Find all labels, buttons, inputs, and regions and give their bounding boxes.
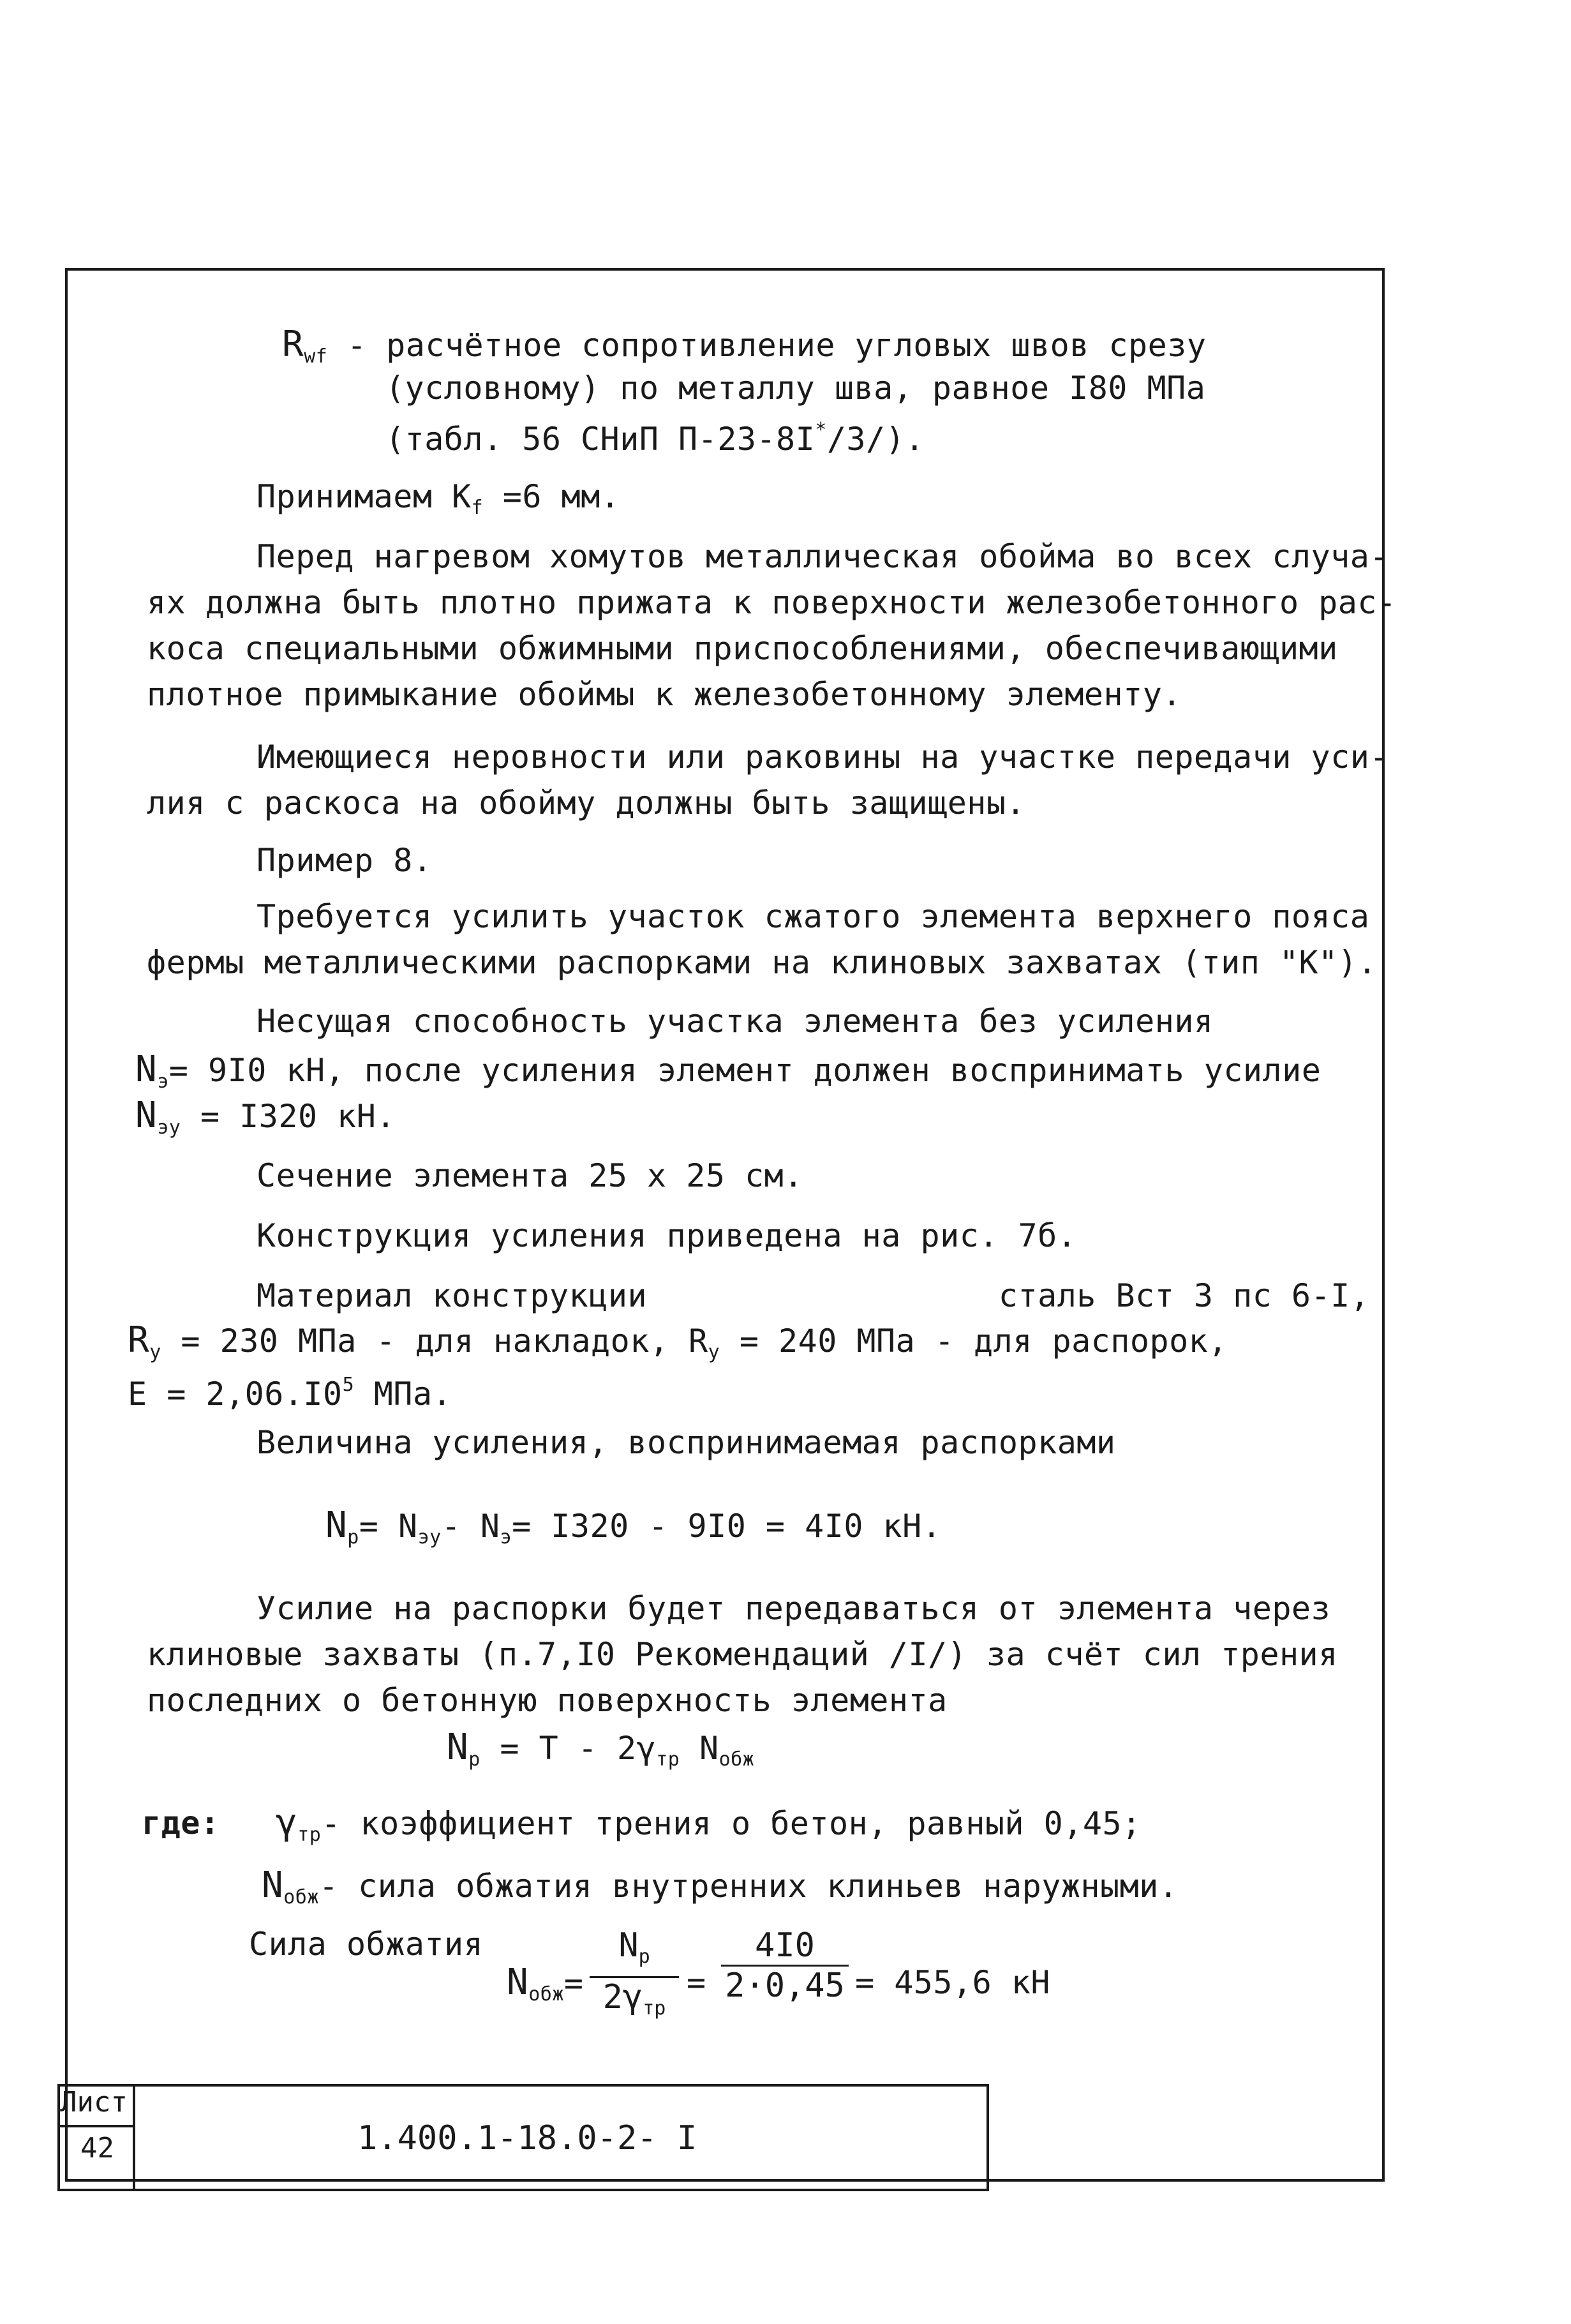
paragraph-transfer-2: клиновые захваты (п.7,I0 Рекомендаций /I/) за счёт сил трения xyxy=(147,1636,1338,1673)
paragraph-capacity-3: $N_{эу} = I320$ кН. xyxy=(135,1095,396,1139)
rwf-definition-line2: (условному) по металлу шва, равное I80 МПа xyxy=(385,370,1206,407)
fraction-410-over-090: $\frac{4I0}{2\cdot 0,45}$ xyxy=(721,1926,849,2005)
formula-compression-result: = 455,6 кН xyxy=(855,1964,1051,2001)
paragraph-heating-2: ях должна быть плотно прижата к поверхности железобетонного рас- xyxy=(147,584,1397,621)
formula-friction: $N_р = T - 2\gamma_{тр}$ $N_{обж}$ xyxy=(447,1727,755,1771)
paragraph-heating-4: плотное примыкание обоймы к железобетонному элементу. xyxy=(147,676,1182,713)
where-label: где: xyxy=(142,1804,220,1841)
material-line3: $E = 2,06.I0^5$ МПа. xyxy=(128,1374,452,1413)
paragraph-defects-2: лия с раскоса на обойму должны быть защищены. xyxy=(147,784,1026,821)
sheet-label: Лист xyxy=(60,2086,128,2118)
construction-ref: Конструкция усиления приведена на рис. 7б. xyxy=(257,1217,1077,1254)
paragraph-transfer-1: Усилие на распорки будет передаваться от элемента через xyxy=(257,1590,1331,1627)
sheet-cell-divider xyxy=(60,2125,135,2127)
rwf-definition-line1: $R_{wf}$ - расчётное сопротивление угловых швов срезу xyxy=(282,324,1207,368)
formula-compression-lhs: $N_{обж}=$ xyxy=(507,1961,584,2005)
formula-compression-eq: = xyxy=(687,1964,706,2001)
paragraph-heating-1: Перед нагревом хомутов металлическая обойма во всех случа- xyxy=(257,538,1389,575)
paragraph-capacity-2: $N_э= 9I0$ кН, после усиления элемент должен воспринимать усилие xyxy=(135,1049,1322,1093)
material-line2: $R_y = 230$ МПа - для накладок, $R_y = 240$ МПа - для распорок, xyxy=(128,1319,1228,1363)
reinforcement-value-text: Величина усиления, воспринимаемая распорками xyxy=(257,1424,1116,1461)
paragraph-transfer-3: последних о бетонную поверхность элемента xyxy=(147,1682,948,1719)
material-line1: Материал конструкции сталь Вст 3 пс 6-I, xyxy=(257,1277,1370,1314)
paragraph-defects-1: Имеющиеся неровности или раковины на участке передачи уси- xyxy=(257,738,1389,776)
section-size: Сечение элемента 25 x 25 см. xyxy=(257,1157,803,1194)
where-gamma: $\gamma_{тр}-$ коэффициент трения о бетон, равный 0,45; xyxy=(276,1802,1142,1846)
paragraph-capacity-1: Несущая способность участка элемента без усиления xyxy=(257,1003,1214,1040)
accept-kf: Принимаем $K_f =6$ мм. xyxy=(257,478,620,519)
sheet-number: 42 xyxy=(80,2132,114,2164)
paragraph-task-1: Требуется усилить участок сжатого элемента верхнего пояса xyxy=(257,898,1370,935)
fraction-np-over-2gamma: $N_р$ $2\gamma_{тр}$ xyxy=(590,1926,679,2028)
paragraph-heating-3: коса специальными обжимными приспособлениями, обеспечивающими xyxy=(147,630,1338,667)
rwf-definition-line3: (табл. 56 СНиП П-23-8I*/3/). xyxy=(385,419,925,458)
document-code: 1.400.1-18.0-2- I xyxy=(357,2119,697,2157)
formula-np: $N_р= N_{эу}-$ $N_э= I320 - 9I0 = 4I0$ кН. xyxy=(325,1504,942,1548)
compression-label: Сила обжатия xyxy=(249,1926,484,1963)
example-heading: Пример 8. xyxy=(257,842,433,879)
paragraph-task-2: фермы металлическими распорками на клиновых захватах (тип "K"). xyxy=(147,944,1377,981)
where-nobzh: $N_{обж}-$ сила обжатия внутренних клиньев наружными. xyxy=(262,1864,1179,1908)
